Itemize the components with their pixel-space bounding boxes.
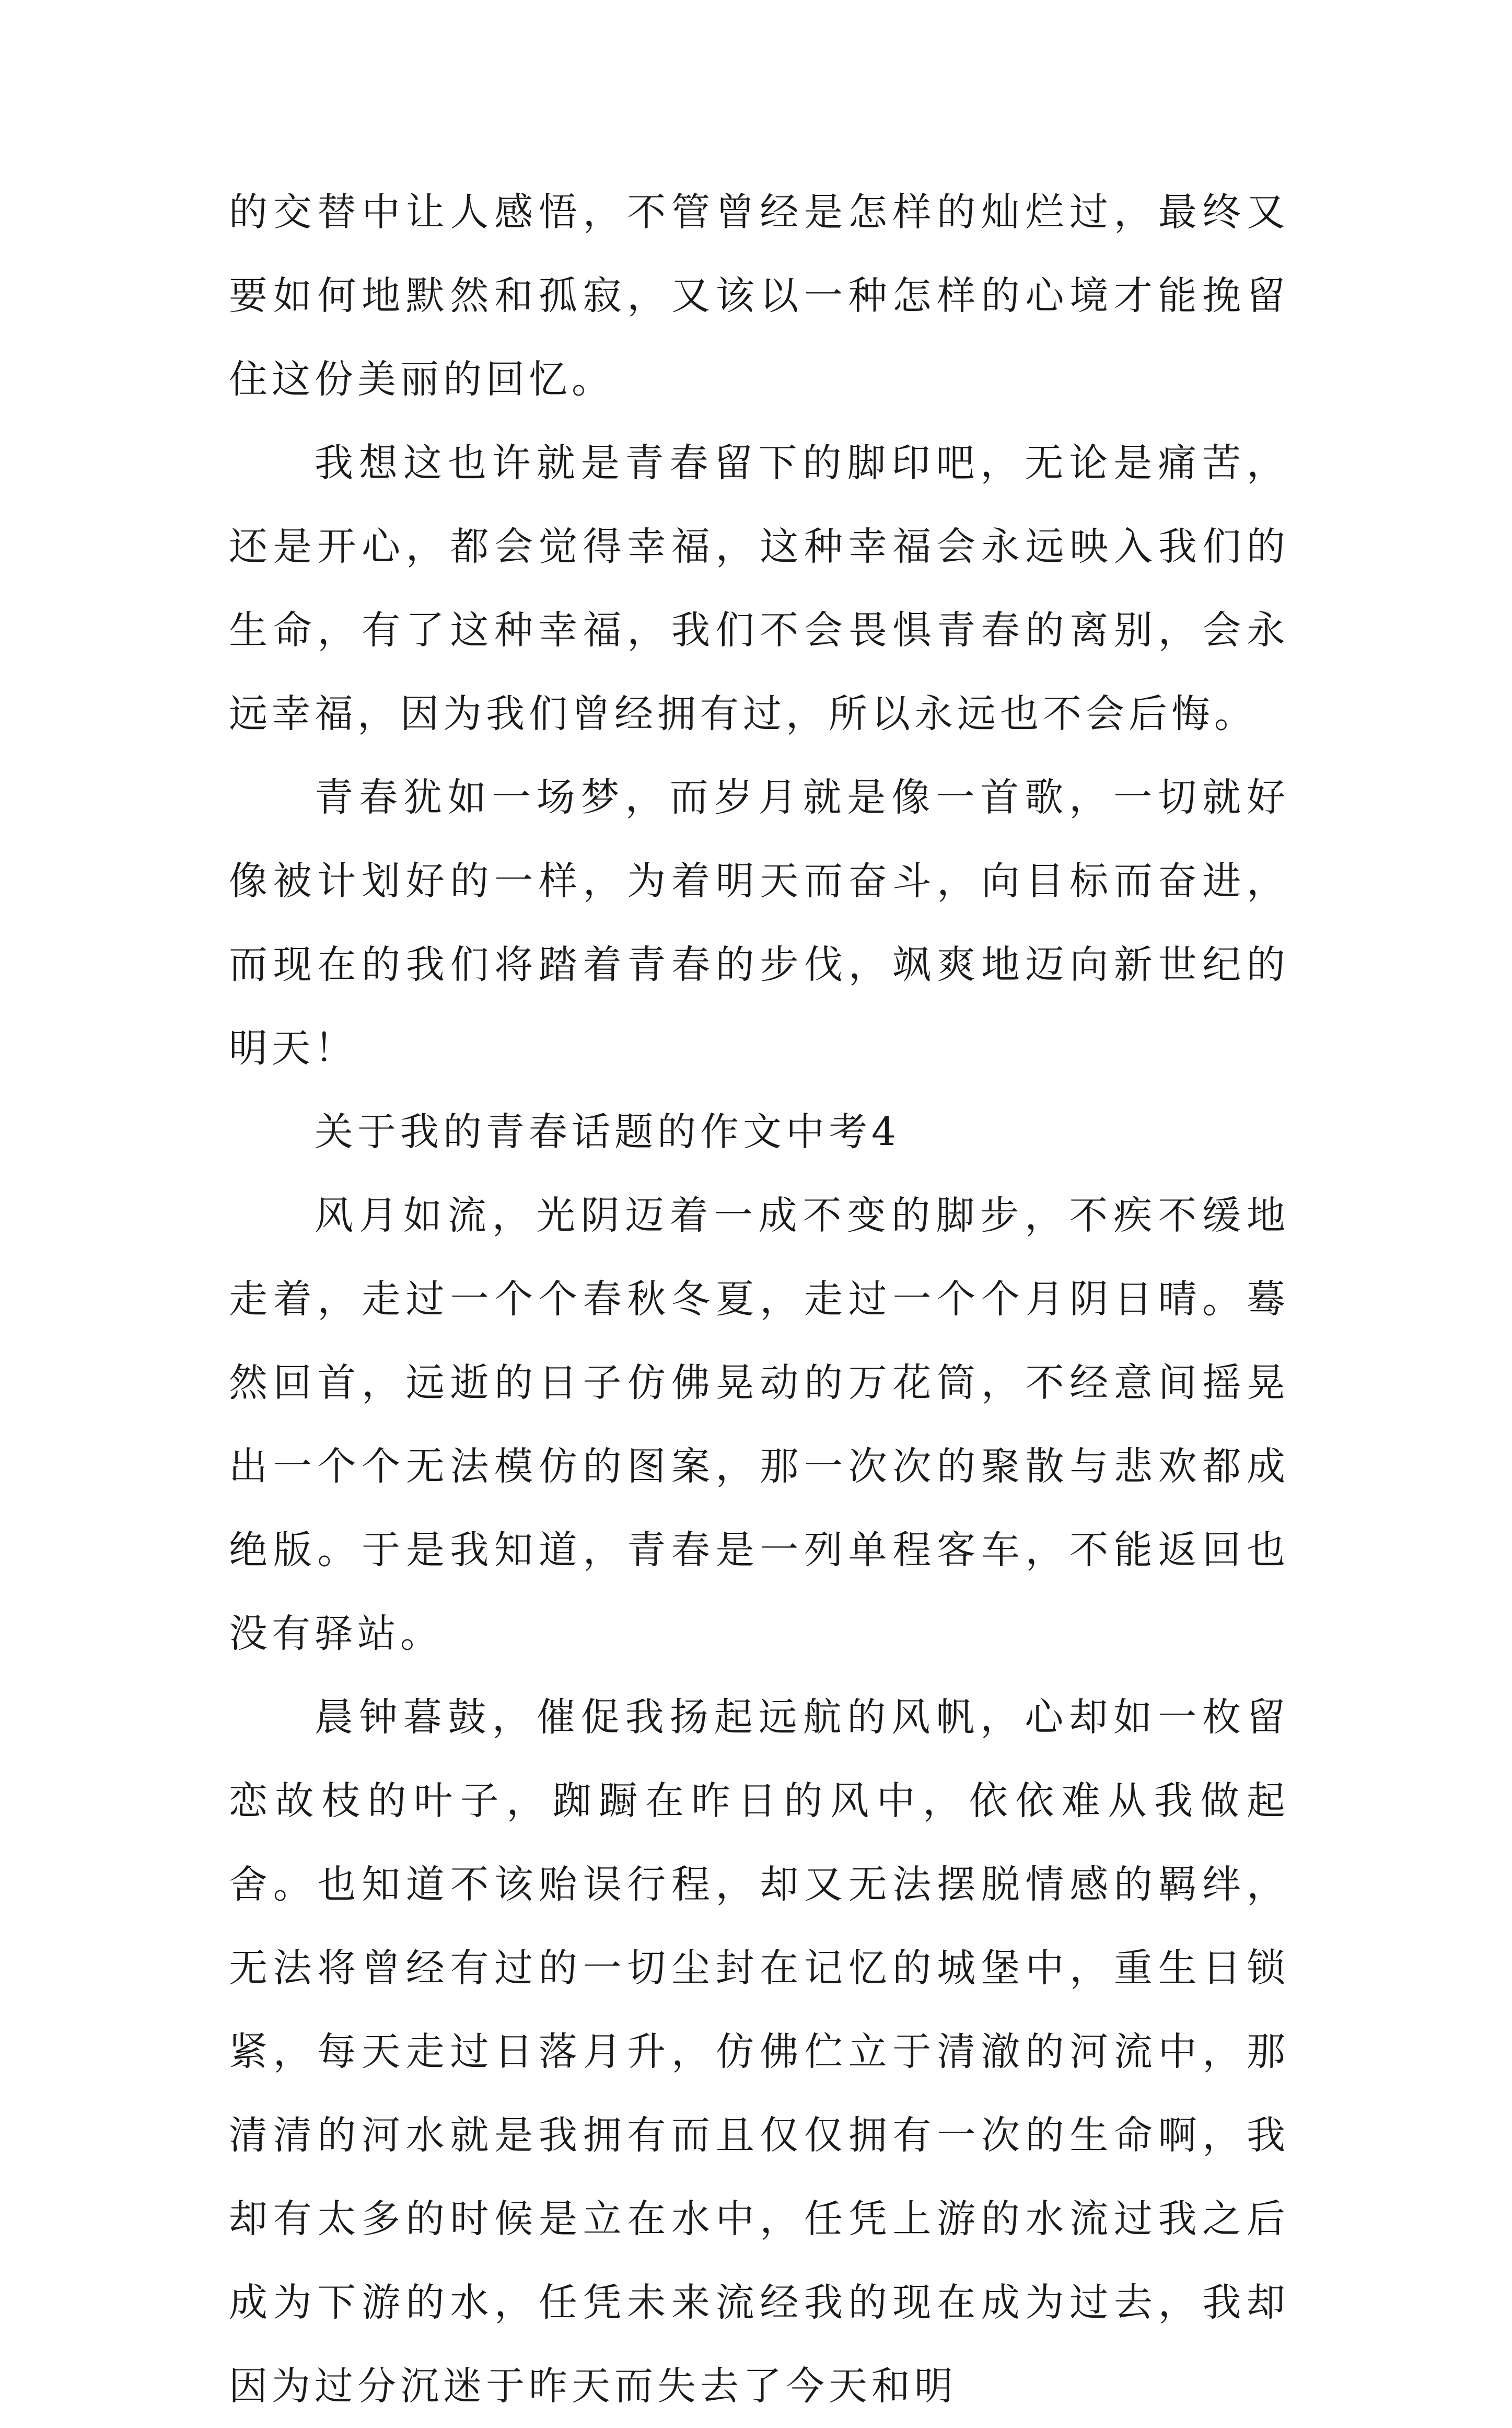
section-heading: 关于我的青春话题的作文中考4 [315, 1109, 901, 1154]
paragraph-3: 青春犹如一场梦，而岁月就是像一首歌，一切就好像被计划好的一样，为着明天而奋斗，向目标而奋进，而现在的我们将踏着青春的步伐，飒爽地迈向新世纪的明天！ [229, 775, 1289, 1071]
document-body [229, 170, 1289, 2428]
paragraph-2: 我想这也许就是青春留下的脚印吧，无论是痛苦，还是开心，都会觉得幸福，这种幸福会永远映入我们的生命，有了这种幸福，我们不会畏惧青春的离别，会永远幸福，因为我们曾经拥有过，所以永远也不会后悔。 [229, 441, 1289, 736]
paragraph-5: 晨钟暮鼓，催促我扬起远航的风帆，心却如一枚留恋故枝的叶子，踟蹰在昨日的风中，依依难从我做起舍。也知道不该贻误行程，却又无法摆脱情感的羁绊，无法将曾经有过的一切尘封在记忆的城堡中，重生日锁紧，每天走过日落月升，仿佛伫立于清澈的河流中，那清清的河水就是我拥有而且仅仅拥有一次的生命啊，我却有太多的时候是立在水中，任凭上游的水流过我之后成为下游的水，任凭未来流经我的现在成为过去，我却因为过分沉迷于昨天而失去了今天和明 [229, 1695, 1289, 2409]
paragraph-4: 风月如流，光阴迈着一成不变的脚步，不疾不缓地走着，走过一个个春秋冬夏，走过一个个月阴日晴。蓦然回首，远逝的日子仿佛晃动的万花筒，不经意间摇晃出一个个无法模仿的图案，那一次次的聚散与悲欢都成绝版。于是我知道，青春是一列单程客车，不能返回也没有驿站。 [229, 1193, 1289, 1656]
paragraph-1: 的交替中让人感悟，不管曾经是怎样的灿烂过，最终又要如何地默然和孤寂，又该以一种怎样的心境才能挽留住这份美丽的回忆。 [229, 190, 1289, 402]
